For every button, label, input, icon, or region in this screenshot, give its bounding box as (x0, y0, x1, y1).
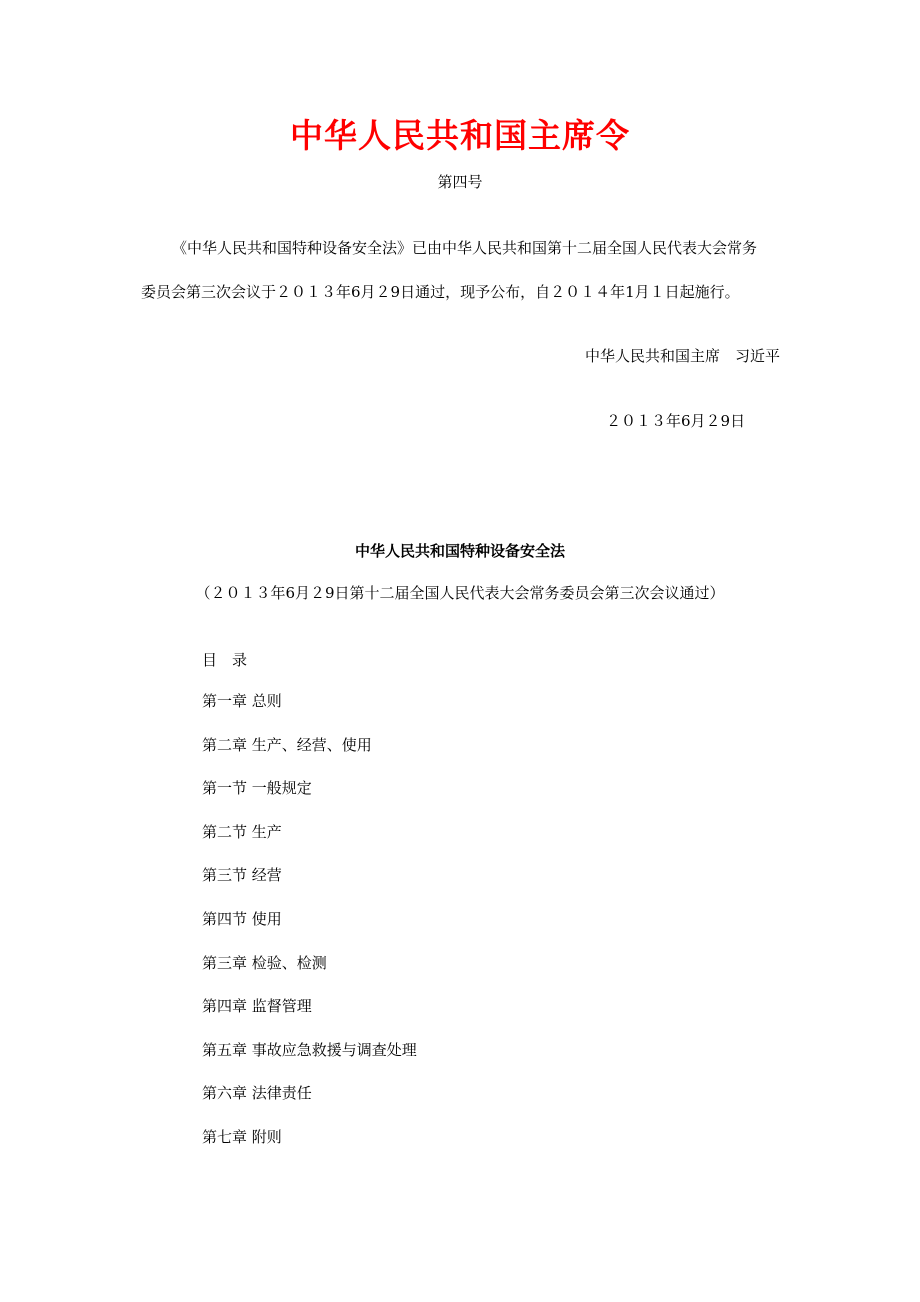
decree-number: 第四号 (437, 173, 483, 191)
toc-item: 第三节 经营 (202, 866, 282, 885)
signing-date: ２０１３年6月２9日 (606, 412, 746, 430)
toc-item: 第一章 总则 (202, 692, 282, 710)
toc-item: 第一节 一般规定 (202, 779, 312, 798)
toc-item: 第七章 附则 (202, 1127, 282, 1146)
toc-item: 第六章 法律责任 (202, 1084, 312, 1103)
signatory: 中华人民共和国主席 习近平 (584, 347, 780, 365)
decree-title: 中华人民共和国主席令 (290, 116, 630, 155)
announcement-line-1: 《中华人民共和国特种设备安全法》已由中华人民共和国第十二届全国人民代表大会常务 (172, 239, 758, 257)
law-title: 中华人民共和国特种设备安全法 (354, 542, 565, 560)
toc-item: 第四章 监督管理 (202, 997, 312, 1016)
toc-item: 第四节 使用 (202, 909, 282, 928)
toc-item: 第二章 生产、经营、使用 (202, 735, 372, 754)
toc-item: 第五章 事故应急救援与调查处理 (202, 1040, 417, 1059)
toc-item: 第三章 检验、检测 (202, 953, 327, 972)
toc-heading: 目 录 (202, 651, 248, 669)
announcement-line-2: 委员会第三次会议于２０１３年6月２9日通过，现予公布，自２０１４年1月１日起施行。 (141, 283, 740, 301)
table-of-contents (202, 690, 417, 1170)
toc-item: 第二节 生产 (202, 822, 282, 841)
law-subtitle: （２０１３年6月２9日第十二届全国人民代表大会常务委员会第三次会议通过） (195, 584, 725, 602)
